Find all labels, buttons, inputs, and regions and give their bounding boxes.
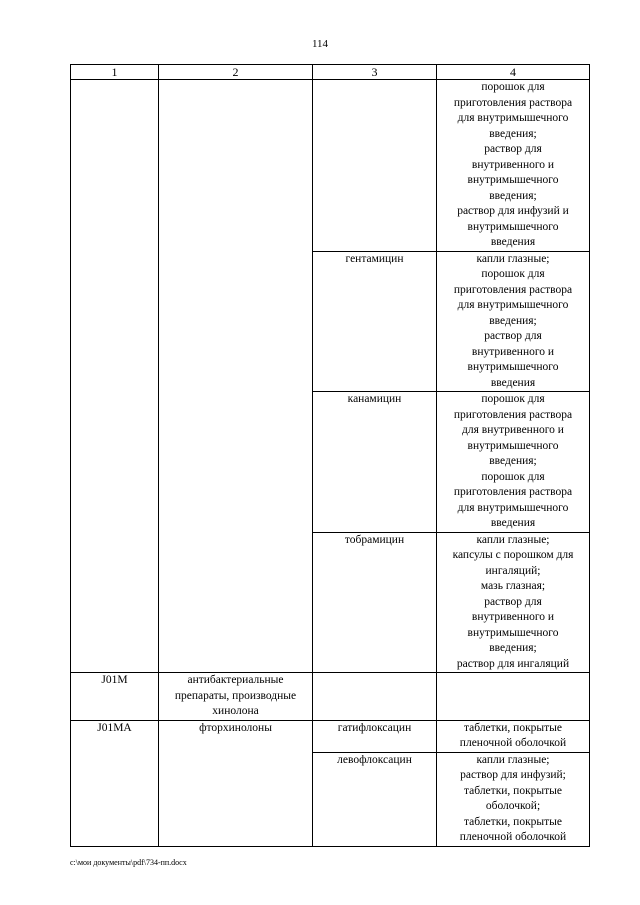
header-cell: 2 xyxy=(159,65,313,80)
cell-text-line: внутримышечного xyxy=(467,174,559,186)
drug-name-cell xyxy=(313,673,437,721)
cell-text-line: антибактериальные xyxy=(187,674,284,686)
cell-text-line: оболочкой; xyxy=(485,800,541,812)
drug-name-cell xyxy=(313,80,437,252)
cell-text-line: введения; xyxy=(489,642,537,654)
cell-text-line: хинолона xyxy=(212,705,259,717)
cell-text-line: введения; xyxy=(489,127,537,140)
code-cell xyxy=(71,80,159,673)
drug-name-cell xyxy=(313,720,437,752)
cell-text-line: порошок для xyxy=(481,268,545,280)
cell-text-line: для внутривенного и xyxy=(462,424,564,436)
cell-text-line: таблетки, покрытые xyxy=(463,721,563,734)
group-cell xyxy=(159,80,313,673)
cell-text-line: для внутримышечного xyxy=(457,501,569,514)
cell-text-line: ингаляций; xyxy=(485,564,541,577)
table-row xyxy=(71,673,590,721)
header-cell: 4 xyxy=(437,65,590,80)
cell-text-line: J01MA xyxy=(97,721,132,734)
cell-text-line: внутривенного и xyxy=(471,345,555,358)
cell-text-line: раствор для инфузий и xyxy=(457,205,569,217)
cell-text-line: таблетки, покрытые xyxy=(463,784,563,797)
cell-text-line: левофлоксацин xyxy=(337,753,412,766)
table-row xyxy=(71,720,590,752)
code-cell xyxy=(71,720,159,846)
drug-name-cell xyxy=(313,752,437,846)
drug-name-cell xyxy=(313,532,437,673)
drug-name-cell xyxy=(313,392,437,533)
cell-text-line: капсулы с порошком для xyxy=(452,549,574,561)
page-number: 114 xyxy=(311,38,329,50)
cell-text-line: порошок для xyxy=(481,393,545,405)
cell-text-line: гатифлоксацин xyxy=(337,721,412,734)
cell-text-line: раствор для xyxy=(484,143,542,155)
cell-text-line: порошок для xyxy=(481,470,545,483)
dosage-form-cell xyxy=(437,80,590,252)
group-cell xyxy=(159,673,313,721)
file-path-footer: c:\мои документы\pdf\734-пп.docx xyxy=(70,858,187,867)
cell-text-line: гентамицин xyxy=(345,252,404,265)
cell-text-line: мазь глазная; xyxy=(480,580,546,592)
drug-name-cell xyxy=(313,251,437,392)
cell-text-line: J01M xyxy=(101,674,128,686)
table-row xyxy=(71,80,590,252)
dosage-form-cell xyxy=(437,673,590,721)
cell-text-line: внутривенного и xyxy=(471,158,555,171)
cell-text-line: внутримышечного xyxy=(467,220,559,233)
cell-text-line: канамицин xyxy=(347,393,402,405)
dosage-form-cell xyxy=(437,532,590,673)
dosage-form-cell xyxy=(437,251,590,392)
group-cell xyxy=(159,720,313,846)
cell-text-line: приготовления раствора xyxy=(453,96,573,109)
cell-text-line: пленочной оболочкой xyxy=(459,737,567,749)
cell-text-line: капли глазные; xyxy=(476,533,550,546)
drug-table xyxy=(70,64,590,847)
cell-text-line: внутривенного и xyxy=(471,611,555,623)
cell-text-line: введения; xyxy=(489,314,537,327)
cell-text-line: приготовления раствора xyxy=(453,408,573,421)
cell-text-line: капли глазные; xyxy=(476,753,550,766)
table-header-row xyxy=(71,65,590,80)
code-cell xyxy=(71,673,159,721)
cell-text-line: приготовления раствора xyxy=(453,486,573,498)
cell-text-line: тобрамицин xyxy=(344,533,405,546)
cell-text-line: введения; xyxy=(489,455,537,467)
header-cell: 3 xyxy=(313,65,437,80)
cell-text-line: пленочной оболочкой xyxy=(459,831,567,843)
dosage-form-cell xyxy=(437,392,590,533)
cell-text-line: раствор для ингаляций xyxy=(456,657,570,670)
cell-text-line: препараты, производные xyxy=(174,689,297,702)
cell-text-line: для внутримышечного xyxy=(457,112,569,124)
cell-text-line: введения; xyxy=(489,189,537,202)
cell-text-line: капли глазные; xyxy=(476,252,550,265)
cell-text-line: введения xyxy=(490,236,536,248)
header-cell: 1 xyxy=(71,65,159,80)
cell-text-line: внутримышечного xyxy=(467,626,559,639)
dosage-form-cell xyxy=(437,720,590,752)
cell-text-line: введения xyxy=(490,376,536,389)
cell-text-line: таблетки, покрытые xyxy=(463,815,563,828)
cell-text-line: внутримышечного xyxy=(467,439,559,452)
cell-text-line: для внутримышечного xyxy=(457,299,569,311)
cell-text-line: раствор для xyxy=(484,330,542,342)
cell-text-line: раствор для инфузий; xyxy=(460,769,566,781)
cell-text-line: приготовления раствора xyxy=(453,283,573,296)
cell-text-line: введения xyxy=(490,517,536,529)
cell-text-line: внутримышечного xyxy=(467,361,559,373)
cell-text-line: раствор для xyxy=(484,595,542,608)
dosage-form-cell xyxy=(437,752,590,846)
cell-text-line: порошок для xyxy=(481,81,545,93)
cell-text-line: фторхинолоны xyxy=(199,721,272,734)
